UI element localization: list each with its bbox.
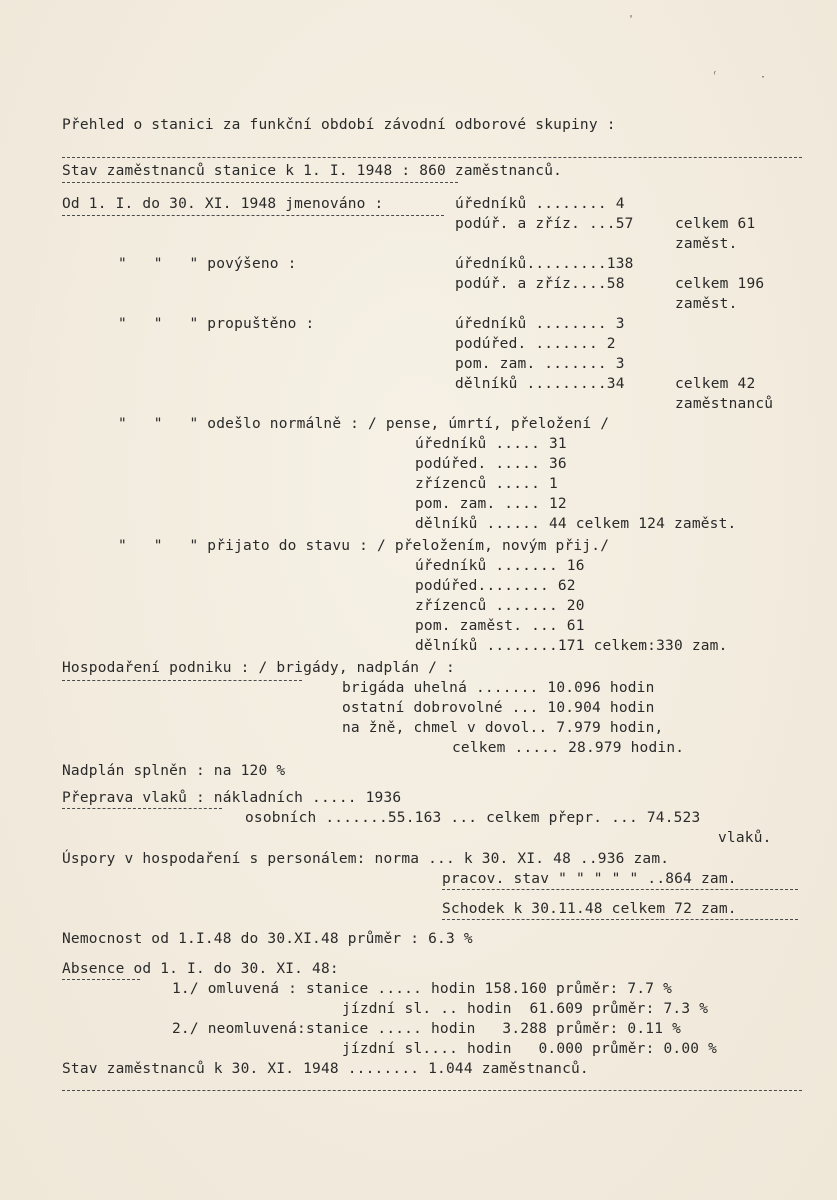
- absence-row: jízdní sl. .. hodin 61.609 průměr: 7.3 %: [342, 1001, 709, 1017]
- prijato-line: úředníků ....... 16: [415, 558, 585, 574]
- prijato-line: pom. zaměst. ... 61: [415, 618, 585, 634]
- paper-speck: ': [628, 14, 635, 25]
- paper-speck: ʳ: [712, 70, 719, 81]
- hospodareni-line: na žně, chmel v dovol.. 7.979 hodin,: [342, 720, 664, 736]
- jmenovano-label: Od 1. I. do 30. XI. 1948 jmenováno :: [62, 196, 384, 212]
- prijato-label: " " " přijato do stavu : / přeložením, novým přij./: [118, 538, 610, 554]
- odeslo-line: zřízenců ..... 1: [415, 476, 558, 492]
- absence-row: 1./ omluvená : stanice ..... hodin 158.160 průměr: 7.7 %: [172, 981, 673, 997]
- preprava-line: osobních .......55.163 ... celkem přepr. ... 74.523: [245, 810, 701, 826]
- divider-line: [62, 1090, 802, 1091]
- underline: [62, 808, 222, 809]
- hospodareni-label: Hospodaření podniku : / brigády, nadplán / :: [62, 660, 455, 676]
- propusteno-line: podúřed. ....... 2: [455, 336, 616, 352]
- jmenovano-line: úředníků ........ 4: [455, 196, 625, 212]
- underline: [62, 182, 458, 183]
- staff-count-end: Stav zaměstnanců k 30. XI. 1948 ........ 1.044 zaměstnanců.: [62, 1061, 589, 1077]
- propusteno-line: dělníků .........34: [455, 376, 625, 392]
- povyseno-line: podúř. a zříz....58: [455, 276, 625, 292]
- jmenovano-total: zaměst.: [675, 236, 738, 252]
- schodek-line: Schodek k 30.11.48 celkem 72 zam.: [442, 901, 737, 917]
- propusteno-label: " " " propuštěno :: [118, 316, 315, 332]
- absence-row: jízdní sl.... hodin 0.000 průměr: 0.00 %: [342, 1041, 718, 1057]
- povyseno-total: zaměst.: [675, 296, 738, 312]
- hospodareni-line: brigáda uhelná ....... 10.096 hodin: [342, 680, 655, 696]
- odeslo-line: podúřed. ..... 36: [415, 456, 567, 472]
- preprava-line: vlaků.: [718, 830, 772, 846]
- povyseno-label: " " " povýšeno :: [118, 256, 297, 272]
- odeslo-line: dělníků ...... 44 celkem 124 zaměst.: [415, 516, 737, 532]
- odeslo-line: úředníků ..... 31: [415, 436, 567, 452]
- prijato-line: dělníků ........171 celkem:330 zam.: [415, 638, 728, 654]
- staff-count-start: Stav zaměstnanců stanice k 1. I. 1948 : 860 zaměstnanců.: [62, 163, 563, 179]
- propusteno-total: zaměstnanců: [675, 396, 774, 412]
- povyseno-line: úředníků.........138: [455, 256, 634, 272]
- prijato-line: zřízenců ....... 20: [415, 598, 585, 614]
- absence-label: Absence od 1. I. do 30. XI. 48:: [62, 961, 339, 977]
- odeslo-line: pom. zam. .... 12: [415, 496, 567, 512]
- underline: [62, 680, 302, 681]
- underline: [62, 215, 444, 216]
- divider-line: [62, 157, 802, 158]
- underline: [442, 919, 798, 920]
- nemocnost-line: Nemocnost od 1.I.48 do 30.XI.48 průměr : 6.3 %: [62, 931, 473, 947]
- underline: [62, 979, 140, 980]
- preprava-line: Přeprava vlaků : nákladních ..... 1936: [62, 790, 402, 806]
- jmenovano-line: podúř. a zříz. ...57: [455, 216, 634, 232]
- propusteno-line: pom. zam. ....... 3: [455, 356, 625, 372]
- propusteno-line: úředníků ........ 3: [455, 316, 625, 332]
- document-title: Přehled o stanici za funkční období závodní odborové skupiny :: [62, 117, 616, 133]
- paper-speck: ·: [760, 72, 767, 83]
- hospodareni-total: celkem ..... 28.979 hodin.: [452, 740, 685, 756]
- jmenovano-total: celkem 61: [675, 216, 756, 232]
- uspory-line: pracov. stav " " " " " ..864 zam.: [442, 871, 737, 887]
- propusteno-total: celkem 42: [675, 376, 756, 392]
- uspory-line: Úspory v hospodaření s personálem: norma ... k 30. XI. 48 ..936 zam.: [62, 851, 670, 867]
- povyseno-total: celkem 196: [675, 276, 765, 292]
- absence-row: 2./ neomluvená:stanice ..... hodin 3.288 průměr: 0.11 %: [172, 1021, 681, 1037]
- nadplan-line: Nadplán splněn : na 120 %: [62, 763, 286, 779]
- prijato-line: podúřed........ 62: [415, 578, 576, 594]
- odeslo-label: " " " odešlo normálně : / pense, úmrtí, přeložení /: [118, 416, 610, 432]
- hospodareni-line: ostatní dobrovolné ... 10.904 hodin: [342, 700, 655, 716]
- underline: [442, 889, 798, 890]
